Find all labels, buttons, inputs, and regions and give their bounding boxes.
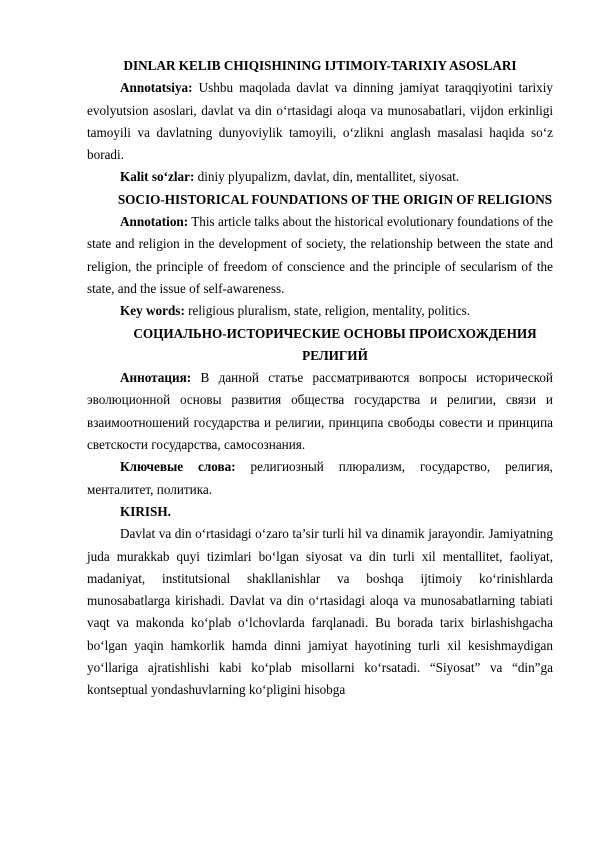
en-title: SOCIO-HISTORICAL FOUNDATIONS OF THE ORIGIN OF RELIGIONS bbox=[117, 191, 553, 207]
en-keywords-label: Key words: bbox=[120, 303, 185, 319]
ru-abstract-label: Аннотация: bbox=[120, 370, 192, 386]
en-abstract bbox=[87, 211, 553, 300]
ru-abstract bbox=[87, 367, 553, 456]
intro-body: Davlat va din o‘rtasidagi o‘zaro ta’sir turli hil va dinamik jarayondir. Jamiyatning juda murakkab quyi tizimlari bo‘lgan siyosat va din turli xil mentallitet, faoliyat, madaniyat, institutsional shakllanishlar va boshqa ijtimoiy ko‘rinishlarda munosabatlarga kirishadi. Davlat va din o‘rtasidagi aloqa va munosabatlarning tabiati vaqt va makonda ko‘plab o‘lchovlarda farqlanadi. Bu borada tarix birlashishgacha bo‘lgan yaqin hamkorlik hamda dinni jamiyat hayotining turli xil kesishmaydigan yo‘llariga ajratishlishi kabi ko‘plab misollarni ko‘rsatadi. “Siyosat” va “din”ga kontseptual yondashuvlarning ko‘pligini hisobga bbox=[87, 526, 553, 698]
en-keywords bbox=[87, 300, 553, 322]
uz-keywords-text: diniy plyupalizm, davlat, din, mentallitet, siyosat. bbox=[194, 169, 460, 185]
uz-abstract-label: Annotatsiya: bbox=[120, 80, 193, 96]
uz-keywords-label: Kalit so‘zlar: bbox=[120, 169, 195, 185]
uz-abstract bbox=[87, 77, 553, 166]
uz-title: DINLAR KELIB CHIQISHINING IJTIMOIY-TARIXIY ASOSLARI bbox=[123, 58, 517, 73]
uz-keywords bbox=[87, 166, 553, 188]
ru-keywords-text: религиозный плюрализм, государство, религия, менталитет, политика. bbox=[87, 459, 553, 497]
document-page bbox=[87, 55, 553, 702]
intro-heading: KIRISH. bbox=[120, 503, 171, 519]
en-keywords-text: religious pluralism, state, religion, mentality, politics. bbox=[184, 303, 471, 319]
ru-abstract-text: В данной статье рассматриваются вопросы исторической эволюционной основы развития общества государства и религии, связи и взаимоотношений государства и религии, принципа свободы совести и принципа светскости государства, самосознания. bbox=[87, 370, 553, 453]
ru-keywords-label: Ключевые слова: bbox=[120, 459, 236, 475]
ru-keywords bbox=[87, 456, 553, 501]
en-abstract-text: This article talks about the historical evolutionary foundations of the state and religion in the development of society, the relationship between the state and religion, the principle of freedom of conscience and the principle of secularism of the state, and the issue of self-awareness. bbox=[87, 214, 553, 296]
en-abstract-label: Annotation: bbox=[120, 214, 189, 230]
ru-title: СОЦИАЛЬНО-ИСТОРИЧЕСКИЕ ОСНОВЫ ПРОИСХОЖДЕНИЯ РЕЛИГИЙ bbox=[133, 325, 537, 363]
uz-abstract-text: Ushbu maqolada davlat va dinning jamiyat taraqqiyotini tarixiy evolyutsion asoslari, davlat va din o‘rtasidagi aloqa va munosabatlari, vijdon erkinligi tamoyili va davlatning dunyoviylik tamoyili, o‘zlikni anglash masalasi haqida so‘z boradi. bbox=[87, 80, 553, 163]
